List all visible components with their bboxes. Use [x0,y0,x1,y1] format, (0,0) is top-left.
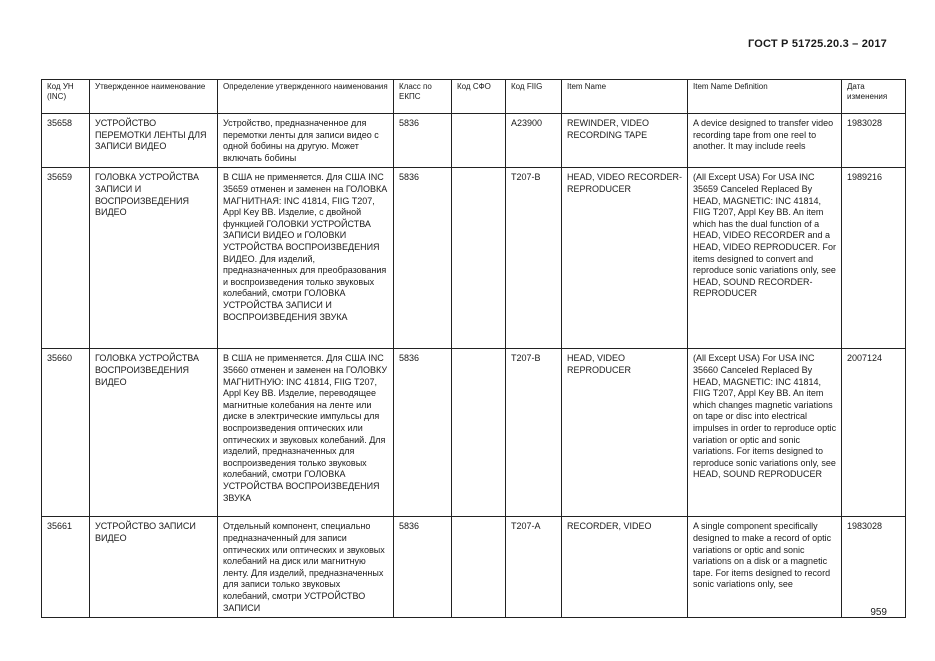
column-header-approved-name: Утвержденное наименование [90,80,218,114]
cell-inc: 35659 [42,168,90,349]
column-header-inc: Код УН (INC) [42,80,90,114]
cell-ekps-class: 5836 [394,517,452,618]
cell-fiig-code: T207-A [506,517,562,618]
cell-item-definition: A device designed to transfer video recording tape from one reel to another. It may include reels [688,114,842,168]
cell-item-definition: (All Except USA) For USA INC 35660 Canceled Replaced By HEAD, MAGNETIC: INC 41814, FIIG T207, Appl Key BB. An item which changes magnetic variations on tape or disc into electrical impulses in order to reproduce optic variation or optic and sonic variations. For items designed to reproduce sonic variations only, see HEAD, SOUND REPRODUCER [688,349,842,517]
column-header-definition: Определение утвержденного наименования [218,80,394,114]
table-header-row [42,80,906,114]
cell-approved-name: УСТРОЙСТВО ПЕРЕМОТКИ ЛЕНТЫ ДЛЯ ЗАПИСИ ВИДЕО [90,114,218,168]
cell-approved-name: УСТРОЙСТВО ЗАПИСИ ВИДЕО [90,517,218,618]
cell-change-date: 1983028 [842,114,906,168]
cell-item-definition: A single component specifically designed to make a record of optic variations or optic and sonic variations on a disk or a magnetic tape. For items designed to record sonic variations only, see [688,517,842,618]
document-header: ГОСТ Р 51725.20.3 – 2017 [747,38,887,50]
cell-approved-name: ГОЛОВКА УСТРОЙСТВА ЗАПИСИ И ВОСПРОИЗВЕДЕНИЯ ВИДЕО [90,168,218,349]
column-header-sfo-code: Код СФО [452,80,506,114]
cell-inc: 35660 [42,349,90,517]
column-header-item-name: Item Name [562,80,688,114]
cell-definition: В США не применяется. Для США INC 35659 отменен и заменен на ГОЛОВКА МАГНИТНАЯ: INC 41814, FIIG T207, Appl Key BB. Изделие, с двойной функцией ГОЛОВКИ УСТРОЙСТВА ЗАПИСИ ВИДЕО и ГОЛОВКИ УСТРОЙСТВА ВОСПРОИЗВЕДЕНИЯ ВИДЕО. Для изделий, предназначенных для преобразования и воспроизведения только звуковых колебаний, смотри ГОЛОВКА УСТРОЙСТВА ЗАПИСИ И ВОСПРОИЗВЕДЕНИЯ ЗВУКА [218,168,394,349]
cell-item-name: REWINDER, VIDEO RECORDING TAPE [562,114,688,168]
cell-item-name: HEAD, VIDEO RECORDER-REPRODUCER [562,168,688,349]
cell-sfo-code [452,517,506,618]
page-number: 959 [870,607,887,618]
cell-change-date: 2007124 [842,349,906,517]
cell-item-name: RECORDER, VIDEO [562,517,688,618]
column-header-item-definition: Item Name Definition [688,80,842,114]
cell-ekps-class: 5836 [394,168,452,349]
table-row [42,168,906,349]
cell-inc: 35658 [42,114,90,168]
column-header-ekps-class: Класс по ЕКПС [394,80,452,114]
cell-definition: Устройство, предназначенное для перемотки ленты для записи видео с одной бобины на другую. Может включать бобины [218,114,394,168]
cell-fiig-code: T207-B [506,168,562,349]
table-row [42,517,906,618]
cell-definition: Отдельный компонент, специально предназначенный для записи оптических или оптических и звуковых колебаний на диск или магнитную ленту. Для изделий, предназначенных для записи только звуковых колебаний, смотри УСТРОЙСТВО ЗАПИСИ [218,517,394,618]
cell-item-name: HEAD, VIDEO REPRODUCER [562,349,688,517]
column-header-change-date: Дата изменения [842,80,906,114]
cell-item-definition: (All Except USA) For USA INC 35659 Canceled Replaced By HEAD, MAGNETIC: INC 41814, FIIG T207, Appl Key BB. An item which has the dual function of a HEAD, VIDEO RECORDER and a HEAD, VIDEO REPRODUCER. For items designed to convert and reproduce sonic variations only, see HEAD, SOUND RECORDER-REPRODUCER [688,168,842,349]
cell-fiig-code: T207-B [506,349,562,517]
cell-sfo-code [452,349,506,517]
items-table [41,79,906,618]
cell-approved-name: ГОЛОВКА УСТРОЙСТВА ВОСПРОИЗВЕДЕНИЯ ВИДЕО [90,349,218,517]
column-header-fiig-code: Код FIIG [506,80,562,114]
cell-change-date: 1989216 [842,168,906,349]
cell-ekps-class: 5836 [394,349,452,517]
cell-sfo-code [452,114,506,168]
cell-inc: 35661 [42,517,90,618]
cell-sfo-code [452,168,506,349]
cell-change-date: 1983028 [842,517,906,618]
table-row [42,349,906,517]
cell-definition: В США не применяется. Для США INC 35660 отменен и заменен на ГОЛОВКУ МАГНИТНУЮ: INC 41814, FIIG T207, Appl Key BB. Изделие, переводящее магнитные колебания на ленте или диске в электрические импульсы для воспроизведения оптических или оптических и звуковых колебаний. Для изделий, предназначенных для воспроизведения только звуковых колебаний, смотри ГОЛОВКА УСТРОЙСТВА ВОСПРОИЗВЕДЕНИЯ ЗВУКА [218,349,394,517]
cell-ekps-class: 5836 [394,114,452,168]
table-row [42,114,906,168]
cell-fiig-code: A23900 [506,114,562,168]
